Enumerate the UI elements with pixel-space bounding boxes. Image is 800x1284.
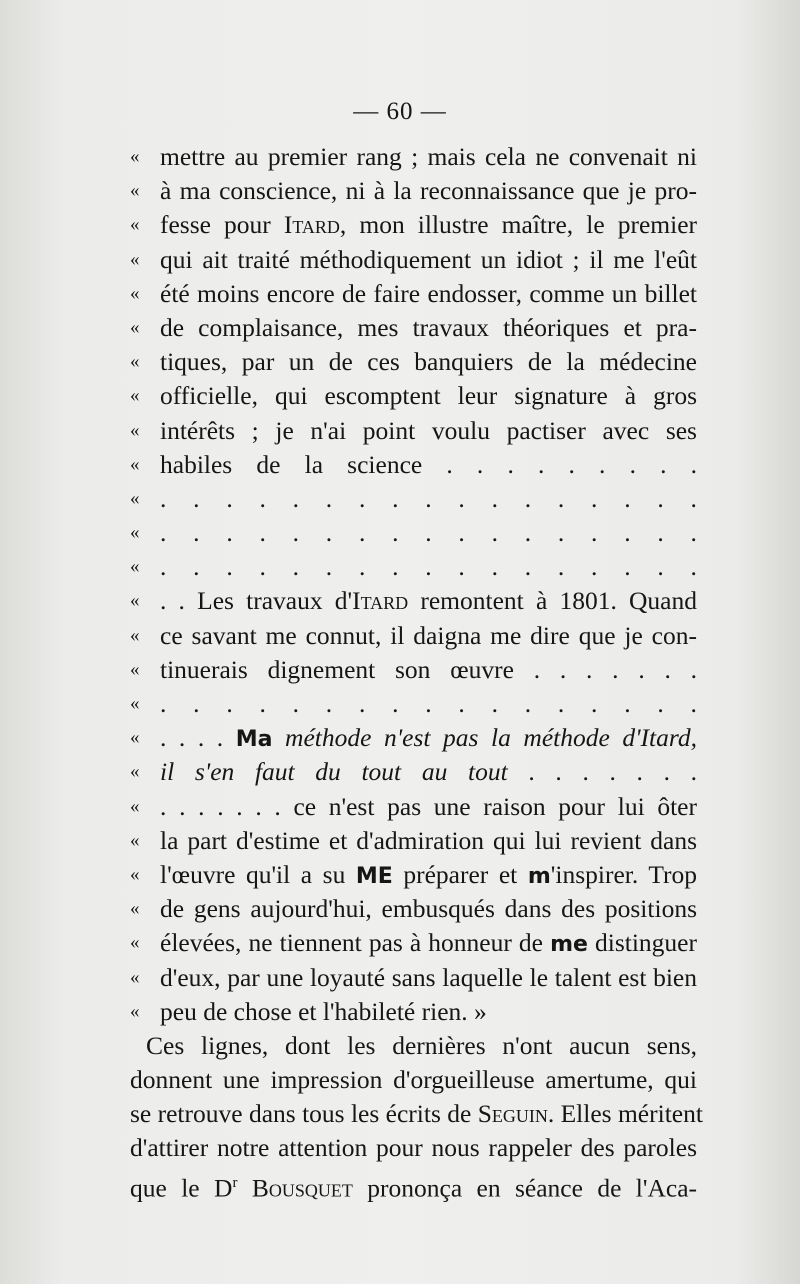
quote-mark: « (130, 863, 140, 885)
text-line (130, 345, 697, 379)
ellipsis-dot: . (657, 518, 664, 548)
ellipsis-dot: . (259, 518, 266, 548)
ellipsis-dot: . (292, 483, 299, 513)
text-line (130, 721, 697, 755)
page-body-text (130, 140, 703, 1203)
ellipsis-dot: . (358, 689, 366, 718)
text-run: , mon illustre maître, le premier (339, 210, 697, 240)
ellipsis-dot: . (557, 483, 565, 513)
ellipsis-dot: . (425, 552, 432, 582)
text-run (237, 1173, 251, 1202)
ellipsis-dot: . (591, 689, 598, 718)
text-line (130, 687, 697, 721)
quote-mark: « (130, 214, 140, 236)
ellipsis-row (160, 687, 697, 721)
ellipsis-dot: . (557, 518, 565, 548)
text-run: l'œuvre qu'il a su (160, 859, 356, 889)
ellipsis-dot: . (591, 552, 598, 582)
ellipsis-dot: . (690, 518, 697, 548)
quote-mark: « (130, 590, 140, 612)
ellipsis-dot: . (491, 483, 498, 513)
text-line (130, 995, 697, 1029)
text-line (130, 824, 697, 858)
quote-mark: « (130, 727, 140, 749)
ellipsis-dot: . (193, 689, 200, 718)
text-run: . . Les travaux d' (160, 586, 353, 616)
ellipsis-dot: . (624, 552, 631, 582)
ellipsis-dot: . (690, 689, 697, 718)
quote-text (160, 755, 697, 789)
quote-mark: « (130, 385, 140, 407)
text-line (130, 379, 697, 413)
ellipsis-dot: . (259, 483, 266, 513)
trailing-dots: . . . . . . . . . (422, 449, 698, 479)
quote-text: d'eux, par une loyauté sans laquelle le talent est bien (160, 962, 697, 992)
ellipsis-dot: . (491, 689, 498, 718)
name-small-caps: Itard (352, 586, 409, 616)
text-line (130, 448, 697, 482)
quote-text: mettre au premier rang ; mais cela ne convenait ni (160, 142, 697, 171)
text-line (130, 243, 697, 277)
text-line (130, 858, 697, 892)
trailing-dots: . . . . . . . (507, 757, 698, 787)
page-number: — 60 — (353, 98, 447, 125)
text-run: . Elles méritent (547, 1099, 703, 1129)
text-line (130, 755, 697, 789)
text-run: élevées, ne tiennent pas à honneur de (160, 928, 551, 958)
ellipsis-dot: . (524, 518, 532, 548)
text-run: se retrouve dans tous les écrits de (130, 1099, 478, 1129)
ellipsis-dot: . (226, 552, 233, 582)
ellipsis-dot: . (591, 483, 598, 513)
quote-mark: « (130, 351, 140, 373)
quote-mark: « (130, 316, 140, 338)
text-run: que le D (130, 1173, 233, 1203)
bold-word: ME (355, 863, 393, 889)
ellipsis-dot: . (425, 518, 432, 548)
bold-word: me (550, 932, 588, 958)
quote-mark: « (130, 419, 140, 441)
ellipsis-dot: . (292, 689, 299, 718)
italic-text: méthode n'est pas la méthode d'Itard, (272, 723, 697, 753)
trailing-dots: . . . . . . . (513, 654, 697, 684)
quote-mark: « (130, 180, 140, 202)
quote-mark: « (130, 522, 140, 544)
text-run: habiles de la science (160, 449, 423, 479)
ellipsis-dot: . (524, 689, 532, 718)
quote-mark: « (130, 487, 140, 509)
ellipsis-row (160, 550, 697, 584)
ellipsis-dot: . (392, 518, 399, 548)
text-line (130, 584, 697, 618)
text-line (130, 892, 697, 926)
quote-mark: « (130, 693, 140, 714)
text-line (130, 1097, 703, 1131)
paragraph-text: Ces lignes, dont les dernières n'ont aucun sens, (146, 1030, 697, 1060)
quote-text (160, 584, 697, 618)
quote-mark: « (130, 624, 140, 646)
ellipsis-dot: . (193, 483, 200, 513)
text-line (130, 414, 697, 448)
quote-mark: « (130, 898, 140, 920)
ellipsis-dot: . (259, 689, 266, 718)
name-small-caps: Itard (283, 210, 340, 240)
text-line (130, 516, 697, 550)
text-run: 'inspirer. Trop (550, 859, 697, 889)
ellipsis-dot: . (226, 483, 233, 513)
superscript: r (232, 1174, 238, 1191)
text-line (130, 790, 697, 824)
ellipsis-dot: . (292, 552, 299, 582)
ellipsis-dot: . (624, 689, 631, 718)
text-run: tinuerais dignement son œuvre (160, 654, 514, 684)
text-run: fesse pour (160, 210, 284, 240)
quote-mark: « (130, 556, 140, 578)
ellipsis-row (160, 482, 697, 516)
quote-text: à ma conscience, ni à la reconnaissance que je pro- (160, 176, 697, 206)
text-line (130, 208, 697, 242)
quote-mark: « (130, 248, 140, 270)
leading-dots: . . . . (160, 723, 236, 753)
text-run: distinguer (587, 928, 697, 958)
quote-text (160, 926, 697, 962)
quote-text: qui ait traité méthodiquement un idiot ; il me l'eût (160, 244, 697, 274)
quote-mark: « (130, 1000, 140, 1022)
ellipsis-dot: . (690, 552, 697, 582)
quote-mark: « (130, 282, 140, 304)
text-line (130, 311, 697, 345)
quote-text: été moins encore de faire endosser, comme un billet (160, 278, 697, 308)
ellipsis-dot: . (557, 552, 565, 582)
text-run: prononça en séance de l'Aca- (352, 1173, 698, 1203)
quote-text (160, 653, 697, 687)
ellipsis-dot: . (358, 552, 366, 582)
ellipsis-dot: . (392, 689, 399, 718)
paragraph-text (130, 1166, 697, 1206)
ellipsis-dot: . (292, 518, 299, 548)
quote-text: peu de chose et l'habileté rien. » (160, 996, 487, 1026)
quote-mark: « (130, 658, 140, 680)
ellipsis-dot: . (690, 483, 697, 513)
text-line (130, 140, 697, 174)
quote-text: la part d'estime et d'admiration qui lui revient dans (160, 825, 697, 855)
quote-text (160, 208, 697, 242)
ellipsis-dot: . (160, 552, 167, 582)
text-line (130, 1131, 697, 1165)
ellipsis-dot: . (425, 483, 432, 513)
ellipsis-dot: . (259, 552, 266, 582)
text-line (130, 961, 697, 995)
quote-text: de gens aujourd'hui, embusqués dans des positions (160, 894, 697, 924)
quote-mark: « (130, 761, 140, 783)
text-run: préparer et (392, 859, 528, 889)
quote-mark: « (130, 795, 140, 817)
ellipsis-dot: . (491, 552, 498, 582)
name-small-caps: Bousquet (251, 1173, 353, 1203)
ellipsis-dot: . (325, 552, 333, 582)
quote-mark: « (130, 829, 140, 851)
text-line (130, 926, 697, 960)
ellipsis-dot: . (160, 483, 167, 513)
text-run: remontent à 1801. Quand (408, 586, 697, 616)
ellipsis-dot: . (524, 552, 532, 582)
text-line (130, 1166, 698, 1203)
text-line (130, 1029, 697, 1063)
bold-word: m (527, 863, 551, 889)
ellipsis-dot: . (657, 552, 664, 582)
paragraph-text: d'attirer notre attention pour nous rappeler des paroles (130, 1133, 697, 1163)
bold-word: Ma (235, 727, 273, 753)
paragraph-text: donnent une impression d'orgueilleuse amertume, qui (130, 1065, 697, 1095)
text-line (130, 174, 697, 208)
ellipsis-dot: . (624, 483, 631, 513)
ellipsis-dot: . (524, 483, 532, 513)
quote-text (160, 721, 697, 757)
ellipsis-dot: . (358, 483, 366, 513)
text-run: il s'en faut du tout au tout (160, 757, 508, 787)
ellipsis-dot: . (226, 689, 233, 718)
text-line (130, 550, 697, 584)
quote-text (160, 858, 697, 894)
quote-mark: « (130, 146, 140, 167)
name-small-caps: Seguin (477, 1099, 548, 1129)
ellipsis-dot: . (325, 483, 333, 513)
ellipsis-dot: . (160, 689, 167, 718)
ellipsis-dot: . (392, 552, 399, 582)
ellipsis-dot: . (325, 518, 333, 548)
ellipsis-dot: . (392, 483, 399, 513)
ellipsis-dot: . (624, 518, 631, 548)
quote-text: . . . . . . . ce n'est pas une raison pour lui ôter (160, 791, 697, 821)
paragraph-text (130, 1097, 703, 1131)
quote-mark: « (130, 966, 140, 988)
quote-text: tiques, par un de ces banquiers de la médecine (160, 347, 697, 377)
ellipsis-dot: . (226, 518, 233, 548)
text-line (130, 277, 697, 311)
quote-text: ce savant me connut, il daigna me dire que je con- (160, 620, 697, 650)
quote-text: officielle, qui escomptent leur signature à gros (160, 381, 697, 411)
ellipsis-dot: . (657, 689, 664, 718)
ellipsis-dot: . (358, 518, 366, 548)
quote-text (160, 448, 697, 482)
ellipsis-dot: . (425, 689, 432, 718)
quote-mark: « (130, 453, 140, 475)
text-line (130, 482, 697, 516)
ellipsis-dot: . (491, 518, 498, 548)
quote-text: intérêts ; je n'ai point voulu pactiser avec ses (160, 415, 697, 445)
ellipsis-dot: . (193, 518, 200, 548)
quote-text: de complaisance, mes travaux théoriques et pra- (160, 312, 697, 342)
text-line (130, 619, 697, 653)
text-line (130, 1063, 697, 1097)
ellipsis-dot: . (458, 552, 465, 582)
ellipsis-dot: . (458, 689, 465, 718)
quote-mark: « (130, 932, 140, 954)
ellipsis-dot: . (557, 689, 565, 718)
ellipsis-dot: . (591, 518, 598, 548)
ellipsis-dot: . (657, 483, 664, 513)
ellipsis-dot: . (160, 518, 167, 548)
ellipsis-dot: . (458, 518, 465, 548)
ellipsis-row (160, 516, 697, 550)
text-line (130, 653, 697, 687)
ellipsis-dot: . (325, 689, 333, 718)
ellipsis-dot: . (458, 483, 465, 513)
ellipsis-dot: . (193, 552, 200, 582)
